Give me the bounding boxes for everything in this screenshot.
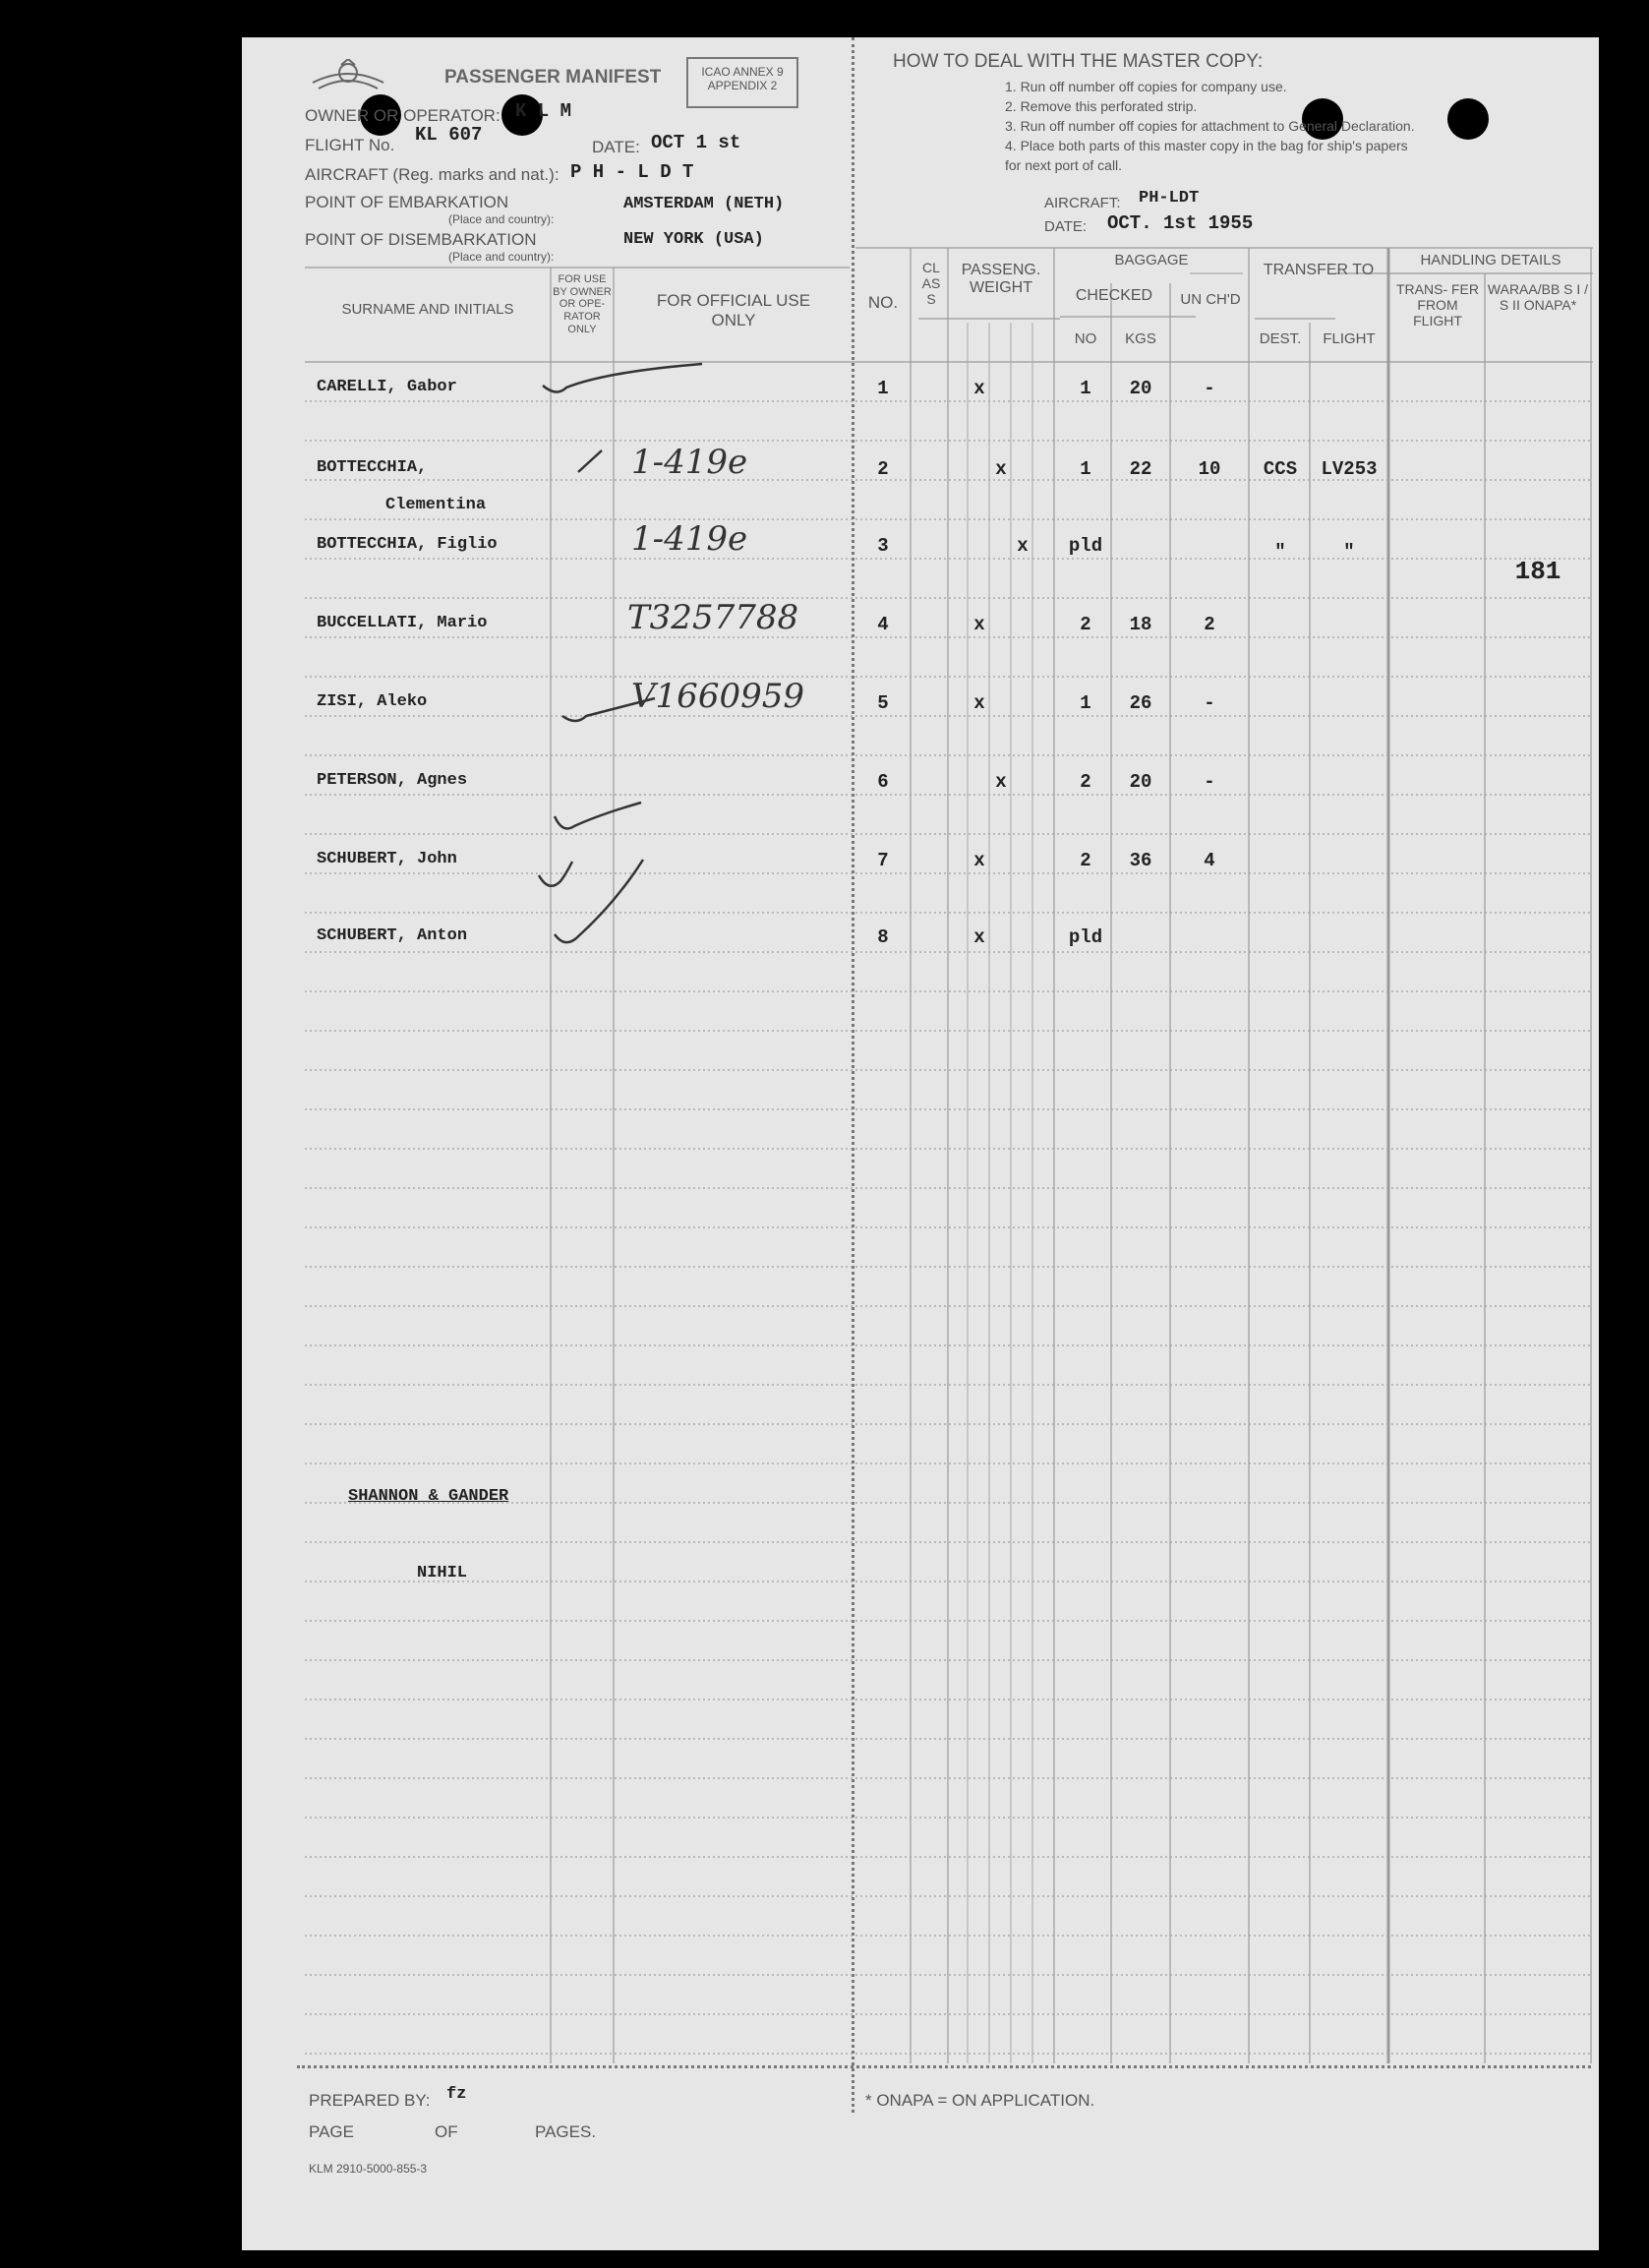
page-label: PAGE <box>309 2122 354 2141</box>
weight-mark: x <box>973 692 985 714</box>
flight-label: FLIGHT No. <box>305 136 395 154</box>
transfer-dest: " <box>1274 541 1286 563</box>
passenger-name: SCHUBERT, Anton <box>317 926 468 945</box>
col-checked: CHECKED <box>1075 287 1153 304</box>
prepared-label: PREPARED BY: <box>309 2091 431 2110</box>
bag-no: pld <box>1068 535 1103 557</box>
nihil-note: NIHIL <box>417 1564 468 1582</box>
passenger-name: BUCCELLATI, Mario <box>317 614 488 632</box>
col-owner-use: FOR USE BY OWNER OR OPE- RATOR ONLY <box>553 273 612 335</box>
bag-no: 1 <box>1080 692 1091 714</box>
weight-mark: x <box>995 771 1007 793</box>
passenger-no: 6 <box>877 771 889 793</box>
passenger-no: 1 <box>877 378 889 399</box>
weight-mark: x <box>1017 535 1029 557</box>
instruction-item: 1. Run off number off copies for company use. <box>1005 79 1287 94</box>
bag-kgs: 18 <box>1129 614 1152 635</box>
bag-unchd: 2 <box>1204 614 1215 635</box>
passenger-name: PETERSON, Agnes <box>317 771 468 790</box>
bag-unchd: 10 <box>1198 458 1221 480</box>
weight-mark: x <box>995 458 1007 480</box>
col-official: FOR OFFICIAL USE ONLY <box>656 291 811 329</box>
bag-kgs: 20 <box>1129 771 1152 793</box>
passenger-name: BOTTECCHIA, <box>317 458 428 477</box>
col-weight: PASSENG. WEIGHT <box>961 262 1041 297</box>
bag-kgs: 26 <box>1129 692 1152 714</box>
passenger-name: ZISI, Aleko <box>317 692 428 711</box>
col-transfer-to: TRANSFER TO <box>1263 262 1375 278</box>
manifest-grid <box>242 37 1599 2250</box>
manifest-title: PASSENGER MANIFEST <box>444 67 662 88</box>
manifest-sheet <box>242 37 1599 2250</box>
col-baggage: BAGGAGE <box>1114 252 1189 269</box>
passenger-no: 7 <box>877 850 889 871</box>
passenger-no: 4 <box>877 614 889 635</box>
passenger-no: 3 <box>877 535 889 557</box>
bag-no: pld <box>1068 926 1103 948</box>
col-flight: FLIGHT <box>1323 330 1376 347</box>
instruction-item: 4. Place both parts of this master copy in the bag for ship's papers <box>1005 138 1408 153</box>
col-waraa: WARAA/BB S I / S II ONAPA* <box>1487 281 1589 314</box>
bag-no: 2 <box>1080 771 1091 793</box>
pages-label: PAGES. <box>535 2122 597 2141</box>
icao-line: ICAO ANNEX 9 <box>701 65 784 79</box>
weight-mark: x <box>973 850 985 871</box>
official-entry: 1-419e <box>631 443 748 482</box>
aircraft-value: P H - L D T <box>570 161 694 183</box>
passenger-name: SCHUBERT, John <box>317 850 457 868</box>
col-unchd: UN CH'D <box>1180 291 1241 308</box>
onapa-note: * ONAPA = ON APPLICATION. <box>865 2091 1095 2110</box>
bag-kgs: 22 <box>1129 458 1152 480</box>
instruction-item: 3. Run off number off copies for attachment to General Declaration. <box>1005 118 1415 134</box>
date-value: OCT 1 st <box>651 132 741 153</box>
stops-note: SHANNON & GANDER <box>348 1487 509 1506</box>
icao-line: APPENDIX 2 <box>707 79 778 92</box>
col-bag-no: NO <box>1074 330 1097 347</box>
bag-unchd: - <box>1204 771 1215 793</box>
bag-kgs: 36 <box>1129 850 1152 871</box>
col-no: NO. <box>867 293 899 312</box>
bag-unchd: - <box>1204 378 1215 399</box>
date-label: DATE: <box>592 138 640 156</box>
weight-mark: x <box>973 926 985 948</box>
disembark-value: NEW YORK (USA) <box>623 230 764 249</box>
col-handling: HANDLING DETAILS <box>1420 252 1561 269</box>
passenger-name: BOTTECCHIA, Figlio <box>317 535 498 554</box>
embark-value: AMSTERDAM (NETH) <box>623 195 785 213</box>
bag-no: 2 <box>1080 614 1091 635</box>
col-transfer-from: TRANS- FER FROM FLIGHT <box>1396 281 1479 329</box>
waraa-entry: 181 <box>1514 557 1561 586</box>
transfer-flight: " <box>1343 541 1355 563</box>
disembark-label: POINT OF DISEMBARKATION <box>305 230 537 249</box>
instr-date-label: DATE: <box>1044 218 1088 235</box>
embark-label: POINT OF EMBARKATION <box>305 193 509 211</box>
official-entry: 1-419e <box>631 519 748 559</box>
bag-no: 2 <box>1080 850 1091 871</box>
col-class: CLASS <box>921 260 941 308</box>
weight-mark: x <box>973 614 985 635</box>
passenger-name: CARELLI, Gabor <box>317 378 457 396</box>
transfer-flight: LV253 <box>1321 458 1378 480</box>
owner-value: K L M <box>515 100 572 122</box>
bag-unchd: 4 <box>1204 850 1215 871</box>
aircraft-label: AIRCRAFT (Reg. marks and nat.): <box>305 165 559 184</box>
embark-sub: (Place and country): <box>448 212 555 226</box>
owner-label: OWNER OR OPERATOR: <box>305 106 501 125</box>
instr-aircraft-label: AIRCRAFT: <box>1044 195 1121 211</box>
weight-mark: x <box>973 378 985 399</box>
col-dest: DEST. <box>1259 330 1302 347</box>
instruction-item: 2. Remove this perforated strip. <box>1005 98 1198 114</box>
passenger-name-cont: Clementina <box>385 496 487 514</box>
col-kgs: KGS <box>1125 330 1156 347</box>
passenger-no: 8 <box>877 926 889 948</box>
bag-unchd: - <box>1204 692 1215 714</box>
bag-kgs: 20 <box>1129 378 1152 399</box>
instructions-title: HOW TO DEAL WITH THE MASTER COPY: <box>893 51 1264 72</box>
instr-date-value: OCT. 1st 1955 <box>1107 212 1254 234</box>
bag-no: 1 <box>1080 458 1091 480</box>
flight-value: KL 607 <box>415 124 483 146</box>
instr-aircraft-value: PH-LDT <box>1139 189 1200 208</box>
passenger-no: 2 <box>877 458 889 480</box>
disembark-sub: (Place and country): <box>448 250 555 264</box>
of-label: OF <box>435 2122 458 2141</box>
official-entry: T3257788 <box>627 598 799 637</box>
passenger-no: 5 <box>877 692 889 714</box>
instruction-item: for next port of call. <box>1005 157 1123 173</box>
transfer-dest: CCS <box>1263 458 1298 480</box>
form-code: KLM 2910-5000-855-3 <box>309 2162 428 2176</box>
bag-no: 1 <box>1080 378 1091 399</box>
col-surname: SURNAME AND INITIALS <box>341 301 514 318</box>
official-entry: V1660959 <box>631 677 804 716</box>
prepared-value: fz <box>446 2085 467 2104</box>
